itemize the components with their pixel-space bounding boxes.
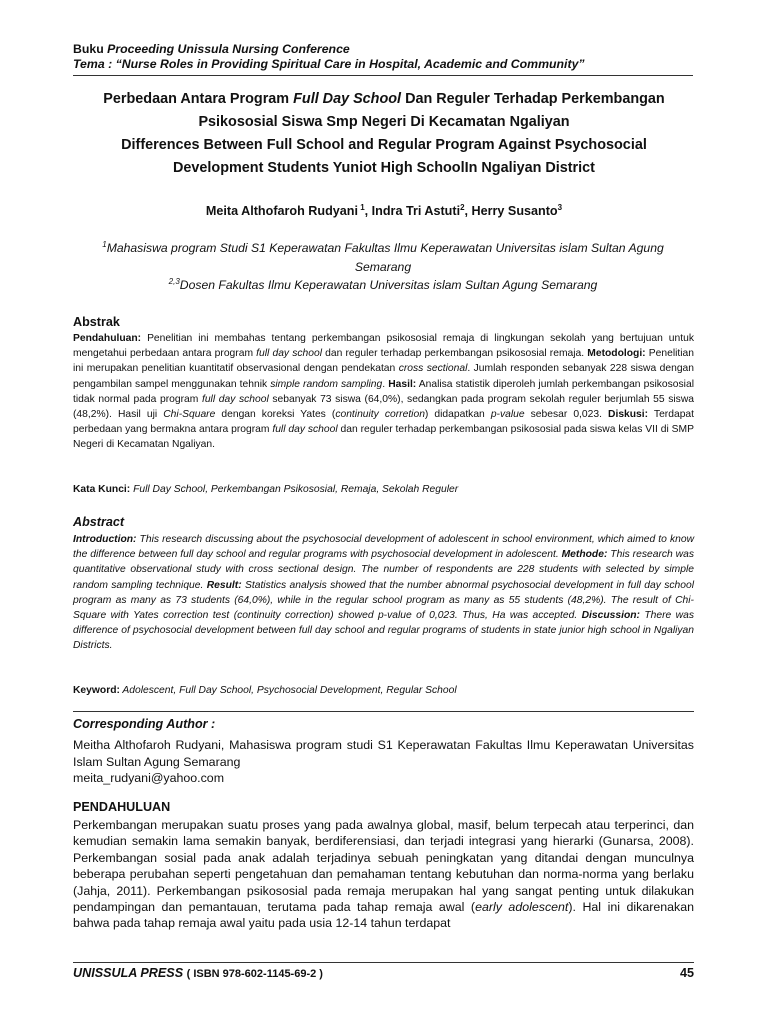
abstrak-italic: continuity corretion [335,409,425,421]
header-proceeding-title: Proceeding Unissula Nursing Conference [107,42,350,56]
abstrak-text: . Jumlah responden sebanyak 228 siswa dengan pengambilan sampel menggunakan tehnik [73,363,695,390]
title-text: Dan Reguler Terhadap Perkembangan [405,91,665,107]
title-text: Perbedaan Antara Program [103,91,290,107]
corresponding-author-email: meita_rudyani@yahoo.com [73,771,225,785]
abstract-text: This research was quantitative observational study with cross sectional design. The number of respondents are 228 students with selected by simple random sampling technique. [73,549,694,591]
affiliation-2 [73,276,693,295]
abstract-text: There was difference of psychosocial development between full day school and regular programs of students in state junior high school in Ngaliyan Districts. [73,610,694,652]
abstrak-italic: p-value [490,409,525,421]
abstrak-text: sebesar 0,023. [524,409,609,421]
abstrak-text: dan reguler terhadap perkembangan psikososial pada siswa kelas VII di SMP Negeri di Kecamatan Ngaliyan. [73,424,694,451]
abstract-label: Discussion: [581,610,640,622]
abstract-label: Result: [206,579,242,591]
keyword [73,685,694,696]
affiliation-sup: 2,3 [168,276,180,286]
paper-title-line2: Psikososial Siswa Smp Negeri Di Kecamatan Ngaliyan [198,114,570,130]
footer-divider [73,962,694,963]
page-number: 45 [679,966,694,980]
abstrak-italic: full day school [272,424,338,436]
abstract-body [73,532,694,654]
abstrak-italic: full day school [201,393,269,405]
abstrak-italic: Chi-Square [163,409,216,421]
author-list [60,204,708,218]
body-text: Perkembangan merupakan suatu proses yang pada awalnya global, masif, belum terpecah atau terperinci, dan kemudian semakin lama semakin banyak, berdiferensiasi, dan terjadi integrasi yang hierarki (Gunarsa, 2008). Perkembangan sosial pada anak adalah terjadinya sebuah peningkatan yang ditandai dengan munculnya beberapa perubahan seperti pengetahuan dan pemahaman tentang kebutuhan dan norma-norma yang berlaku (Jahja, 2011). Perkembangan psikososial pada remaja merupakan hal yang sangat penting untuk dilakukan pendampingan dan pemantauan, terutama pada tahap remaja awal ( [73,818,694,915]
paper-title-line1 [60,87,708,111]
author-name: , Indra Tri Astuti [364,204,461,218]
body-paragraph [73,817,694,932]
affiliation-text: Mahasiswa program Studi S1 Keperawatan Fakultas Ilmu Keperawatan Universitas islam Sultan Agung Semarang [106,241,664,274]
abstrak-label: Pendahuluan: [73,333,142,344]
body-text: ). Hal ini dikarenakan bahwa pada tahap remaja awal yaitu pada usia 12-14 tahun terdapat [73,900,694,931]
author-sup: 1 [360,202,365,212]
author-sup: 3 [557,202,563,212]
abstrak-text: sebanyak 73 siswa (64,0%), sedangkan pada program sekolah reguler berjumlah 55 siswa (48,2%). Hasil uji [73,393,694,421]
author-sup: 2 [460,202,465,212]
affiliation-1 [73,239,693,277]
kata-kunci-label: Kata Kunci: [73,484,131,495]
section-divider [73,711,694,712]
paper-title-line4: Development Students Yuniot High SchoolIn Ngaliyan District [173,160,595,176]
abstract-label: Methode: [561,549,608,561]
affiliation-text: Dosen Fakultas Ilmu Keperawatan Universitas islam Sultan Agung Semarang [179,278,598,292]
title-italic-text: Full Day School [293,91,402,107]
author-name: Meita Althofaroh Rudyani [205,204,358,218]
header-prefix: Buku [73,42,104,56]
abstrak-text: Terdapat perbedaan yang bermakna antara program [73,409,695,436]
abstrak-text: dengan koreksi Yates ( [215,409,336,421]
corresponding-author-heading: Corresponding Author : [73,717,216,731]
abstract-text: Statistics analysis showed that the number abnormal psychosocial development in full day school program as many as 73 students (64,0%), while in the regular school program as many as 55 students (48,2%). The result of Chi-Square with Yates correction test (continuity correction) showed p-value of 0,023. Thus, Ha was accepted. [73,579,694,622]
header-divider [73,75,693,76]
kata-kunci-value: Full Day School, Perkembangan Psikososial, Remaja, Sekolah Reguler [130,484,459,495]
abstrak-text: . [382,378,389,390]
abstrak-text: Penelitian ini merupakan penelitian kuantitatif observasional dengan pendekatan [73,348,694,375]
abstrak-italic: simple random sampling [270,378,383,390]
abstrak-label: Metodologi: [587,348,646,360]
keyword-value: Adolescent, Full Day School, Psychosocial Development, Regular School [119,685,457,696]
abstract-heading: Abstract [73,515,125,529]
abstrak-italic: cross sectional [398,363,468,375]
section-heading-pendahuluan: PENDAHULUAN [73,800,171,814]
corresponding-author-details [73,737,694,787]
proceeding-header-theme: Tema : “Nurse Roles in Providing Spiritual Care in Hospital, Academic and Community” [73,57,585,71]
abstrak-body [73,331,694,453]
abstrak-text: dan reguler terhadap perkembangan psikososial remaja. [322,348,588,360]
abstrak-text: Penelitian ini membahas tentang perkembangan psikososial remaja di lingkungan sekolah yang bertujuan untuk mengetahui perbedaan antara program [73,333,694,360]
footer-press: UNISSULA PRESS [73,966,184,980]
paper-title-line3: Differences Between Full School and Regular Program Against Psychosocial [121,137,647,153]
abstrak-text: Analisa statistik diperoleh jumlah perkembangan psikososial tidak normal pada program [73,378,694,405]
abstract-label: Introduction: [73,534,137,545]
abstrak-heading: Abstrak [73,315,120,329]
footer-publisher [73,966,323,980]
abstrak-text: ) didapatkan [424,409,491,421]
corresponding-author-line: Meitha Althofaroh Rudyani, Mahasiswa program studi S1 Keperawatan Fakultas Ilmu Keperawatan Universitas Islam Sultan Agung Semarang [73,738,694,769]
abstract-text: This research discussing about the psychosocial development of adolescent in school environment, which aimed to know the difference between full day school and regular programs with psychosocial development in adolescent. [73,534,694,561]
body-italic: early adolescent [475,900,569,915]
abstrak-label: Diskusi: [608,409,649,421]
footer-isbn: ( ISBN 978-602-1145-69-2 ) [186,968,323,980]
proceeding-header-line1 [73,42,703,57]
keyword-label: Keyword: [73,685,120,696]
author-name: , Herry Susanto [464,204,558,218]
kata-kunci [73,484,694,495]
affiliation-sup: 1 [102,239,107,249]
abstrak-label: Hasil: [388,378,417,390]
abstrak-italic: full day school [256,348,322,360]
